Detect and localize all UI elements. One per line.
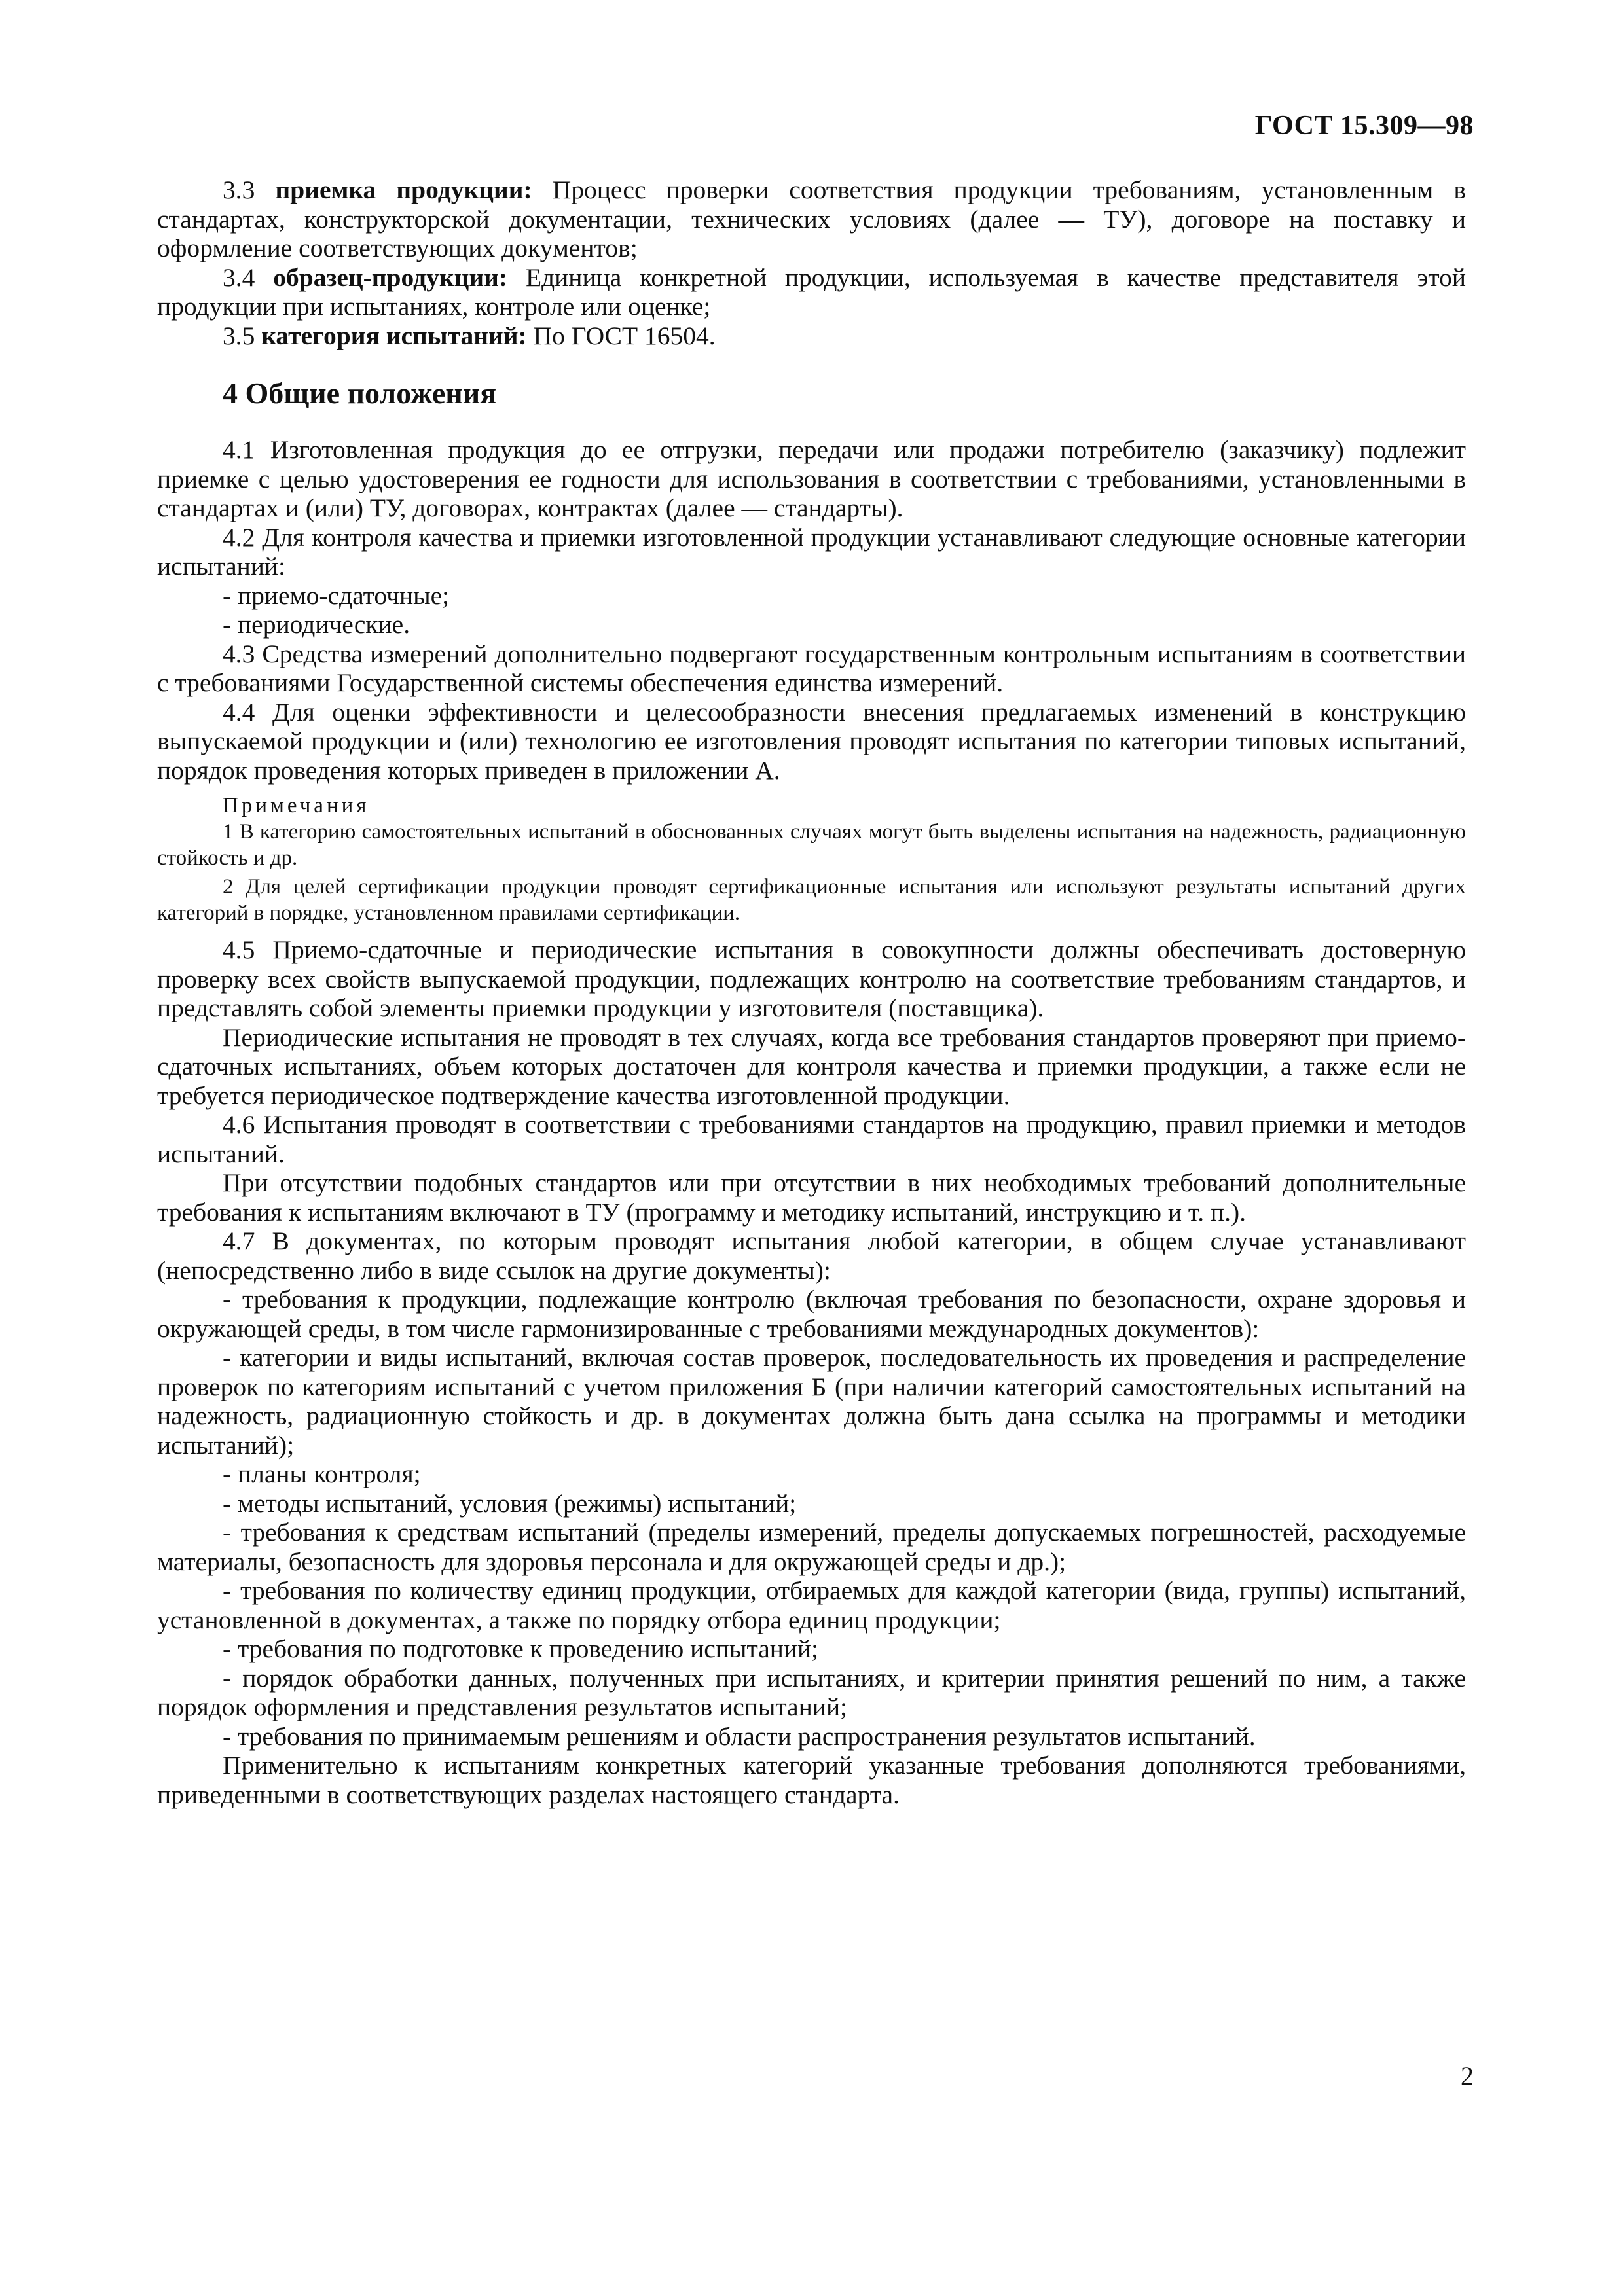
- notes-block: [157, 793, 1466, 926]
- list-item: - требования по подготовке к проведению испытаний;: [223, 1634, 819, 1663]
- paragraph-4-6: 4.6 Испытания проводят в соответствии с требованиями стандартов на продукцию, правил приемки и методов испытаний.: [157, 1110, 1466, 1168]
- page-number: 2: [1461, 2061, 1474, 2090]
- paragraph-4-7: 4.7 В документах, по которым проводят испытания любой категории, в общем случае устанавливают (непосредственно либо в виде ссылок на другие документы):: [157, 1227, 1466, 1285]
- list-item: - требования по количеству единиц продукции, отбираемых для каждой категории (вида, группы) испытаний, установленной в документах, а также по порядку отбора единиц продукции;: [157, 1576, 1466, 1634]
- page-content: [157, 175, 1466, 1809]
- paragraph-3-4: [157, 263, 1466, 321]
- definition: Единица конкретной продукции, используемая в качестве представителя этой продукции при испытаниях, контроле или оценке;: [157, 262, 1467, 321]
- document-code: ГОСТ 15.309—98: [1254, 111, 1474, 141]
- paragraph-3-5: [157, 321, 1466, 351]
- list-item: - периодические.: [223, 610, 410, 639]
- term: приемка продукции:: [275, 175, 532, 204]
- paragraph-4-7-final: Применительно к испытаниям конкретных категорий указанные требования дополняются требованиями, приведенными в соответствующих разделах настоящего стандарта.: [157, 1751, 1466, 1809]
- term: образец-продукции:: [273, 262, 508, 292]
- paragraph-4-5: 4.5 Приемо-сдаточные и периодические испытания в совокупности должны обеспечивать достоверную проверку всех свойств выпускаемой продукции, подлежащих контролю на соответствие требованиям стандартов, и представлять собой элементы приемки продукции у изготовителя (поставщика).: [157, 935, 1466, 1022]
- definition: Процесс проверки соответствия продукции требованиям, установленным в стандартах, конструкторской документации, технических условиях (далее — ТУ), договоре на поставку и оформление соответствующих документов;: [157, 175, 1466, 262]
- paragraph-4-2: 4.2 Для контроля качества и приемки изготовленной продукции устанавливают следующие основные категории испытаний:: [157, 522, 1466, 581]
- note-item: 2 Для целей сертификации продукции проводят сертификационные испытания или используют результаты испытаний других категорий в порядке, установленном правилами сертификации.: [157, 875, 1466, 925]
- notes-title: Примечания: [223, 794, 370, 817]
- list-item: - требования к продукции, подлежащие контролю (включая требования по безопасности, охране здоровья и окружающей среды, в том числе гармонизированные с требованиями международных документов):: [157, 1285, 1466, 1343]
- note-item: 1 В категорию самостоятельных испытаний в обоснованных случаях могут быть выделены испытания на надежность, радиационную стойкость и др.: [157, 820, 1466, 870]
- list-item: - методы испытаний, условия (режимы) испытаний;: [223, 1488, 797, 1518]
- definition: По ГОСТ 16504.: [526, 321, 716, 350]
- paragraph-3-3: [157, 175, 1466, 263]
- list-item: - порядок обработки данных, полученных при испытаниях, и критерии принятия решений по ним, а также порядок оформления и представления результатов испытаний;: [157, 1663, 1466, 1721]
- list-item: - требования по принимаемым решениям и области распространения результатов испытаний.: [223, 1721, 1256, 1751]
- paragraph-4-6-cont: При отсутствии подобных стандартов или при отсутствии в них необходимых требований дополнительные требования к испытаниям включают в ТУ (программу и методику испытаний, инструкцию и т. п.).: [157, 1168, 1466, 1227]
- clause-number: 3.5: [223, 321, 255, 350]
- clause-number: 3.4: [223, 262, 255, 292]
- term: категория испытаний:: [261, 321, 527, 350]
- section-heading: 4 Общие положения: [223, 376, 497, 410]
- list-item: - требования к средствам испытаний (пределы измерений, пределы допускаемых погрешностей, расходуемые материалы, безопасность для здоровья персонала и для окружающей среды и др.);: [157, 1518, 1466, 1576]
- paragraph-4-3: 4.3 Средства измерений дополнительно подвергают государственным контрольным испытаниям в соответствии с требованиями Государственной системы обеспечения единства измерений.: [157, 639, 1466, 697]
- list-item: - категории и виды испытаний, включая состав проверок, последовательность их проведения и распределение проверок по категориям испытаний с учетом приложения Б (при наличии категорий самостоятельных испытаний на надежность, радиационную стойкость и др. в документах должна быть дана ссылка на программы и методики испытаний);: [157, 1343, 1466, 1460]
- list-item: - планы контроля;: [223, 1460, 421, 1488]
- list-item: - приемо-сдаточные;: [223, 581, 450, 610]
- paragraph-4-5-cont: Периодические испытания не проводят в тех случаях, когда все требования стандартов проверяют при приемо-сдаточных испытаниях, объем которых достаточен для контроля качества и приемки продукции, а также если не требуется периодическое подтверждение качества изготовленной продукции.: [157, 1022, 1466, 1110]
- clause-number: 3.3: [223, 175, 255, 204]
- paragraph-4-4: 4.4 Для оценки эффективности и целесообразности внесения предлагаемых изменений в конструкцию выпускаемой продукции и (или) технологию ее изготовления проводят испытания по категории типовых испытаний, порядок проведения которых приведен в приложении А.: [157, 697, 1466, 785]
- paragraph-4-1: 4.1 Изготовленная продукция до ее отгрузки, передачи или продажи потребителю (заказчику) подлежит приемке с целью удостоверения ее годности для использования в соответствии с требованиями, установленными в стандартах и (или) ТУ, договорах, контрактах (далее — стандарты).: [157, 435, 1466, 522]
